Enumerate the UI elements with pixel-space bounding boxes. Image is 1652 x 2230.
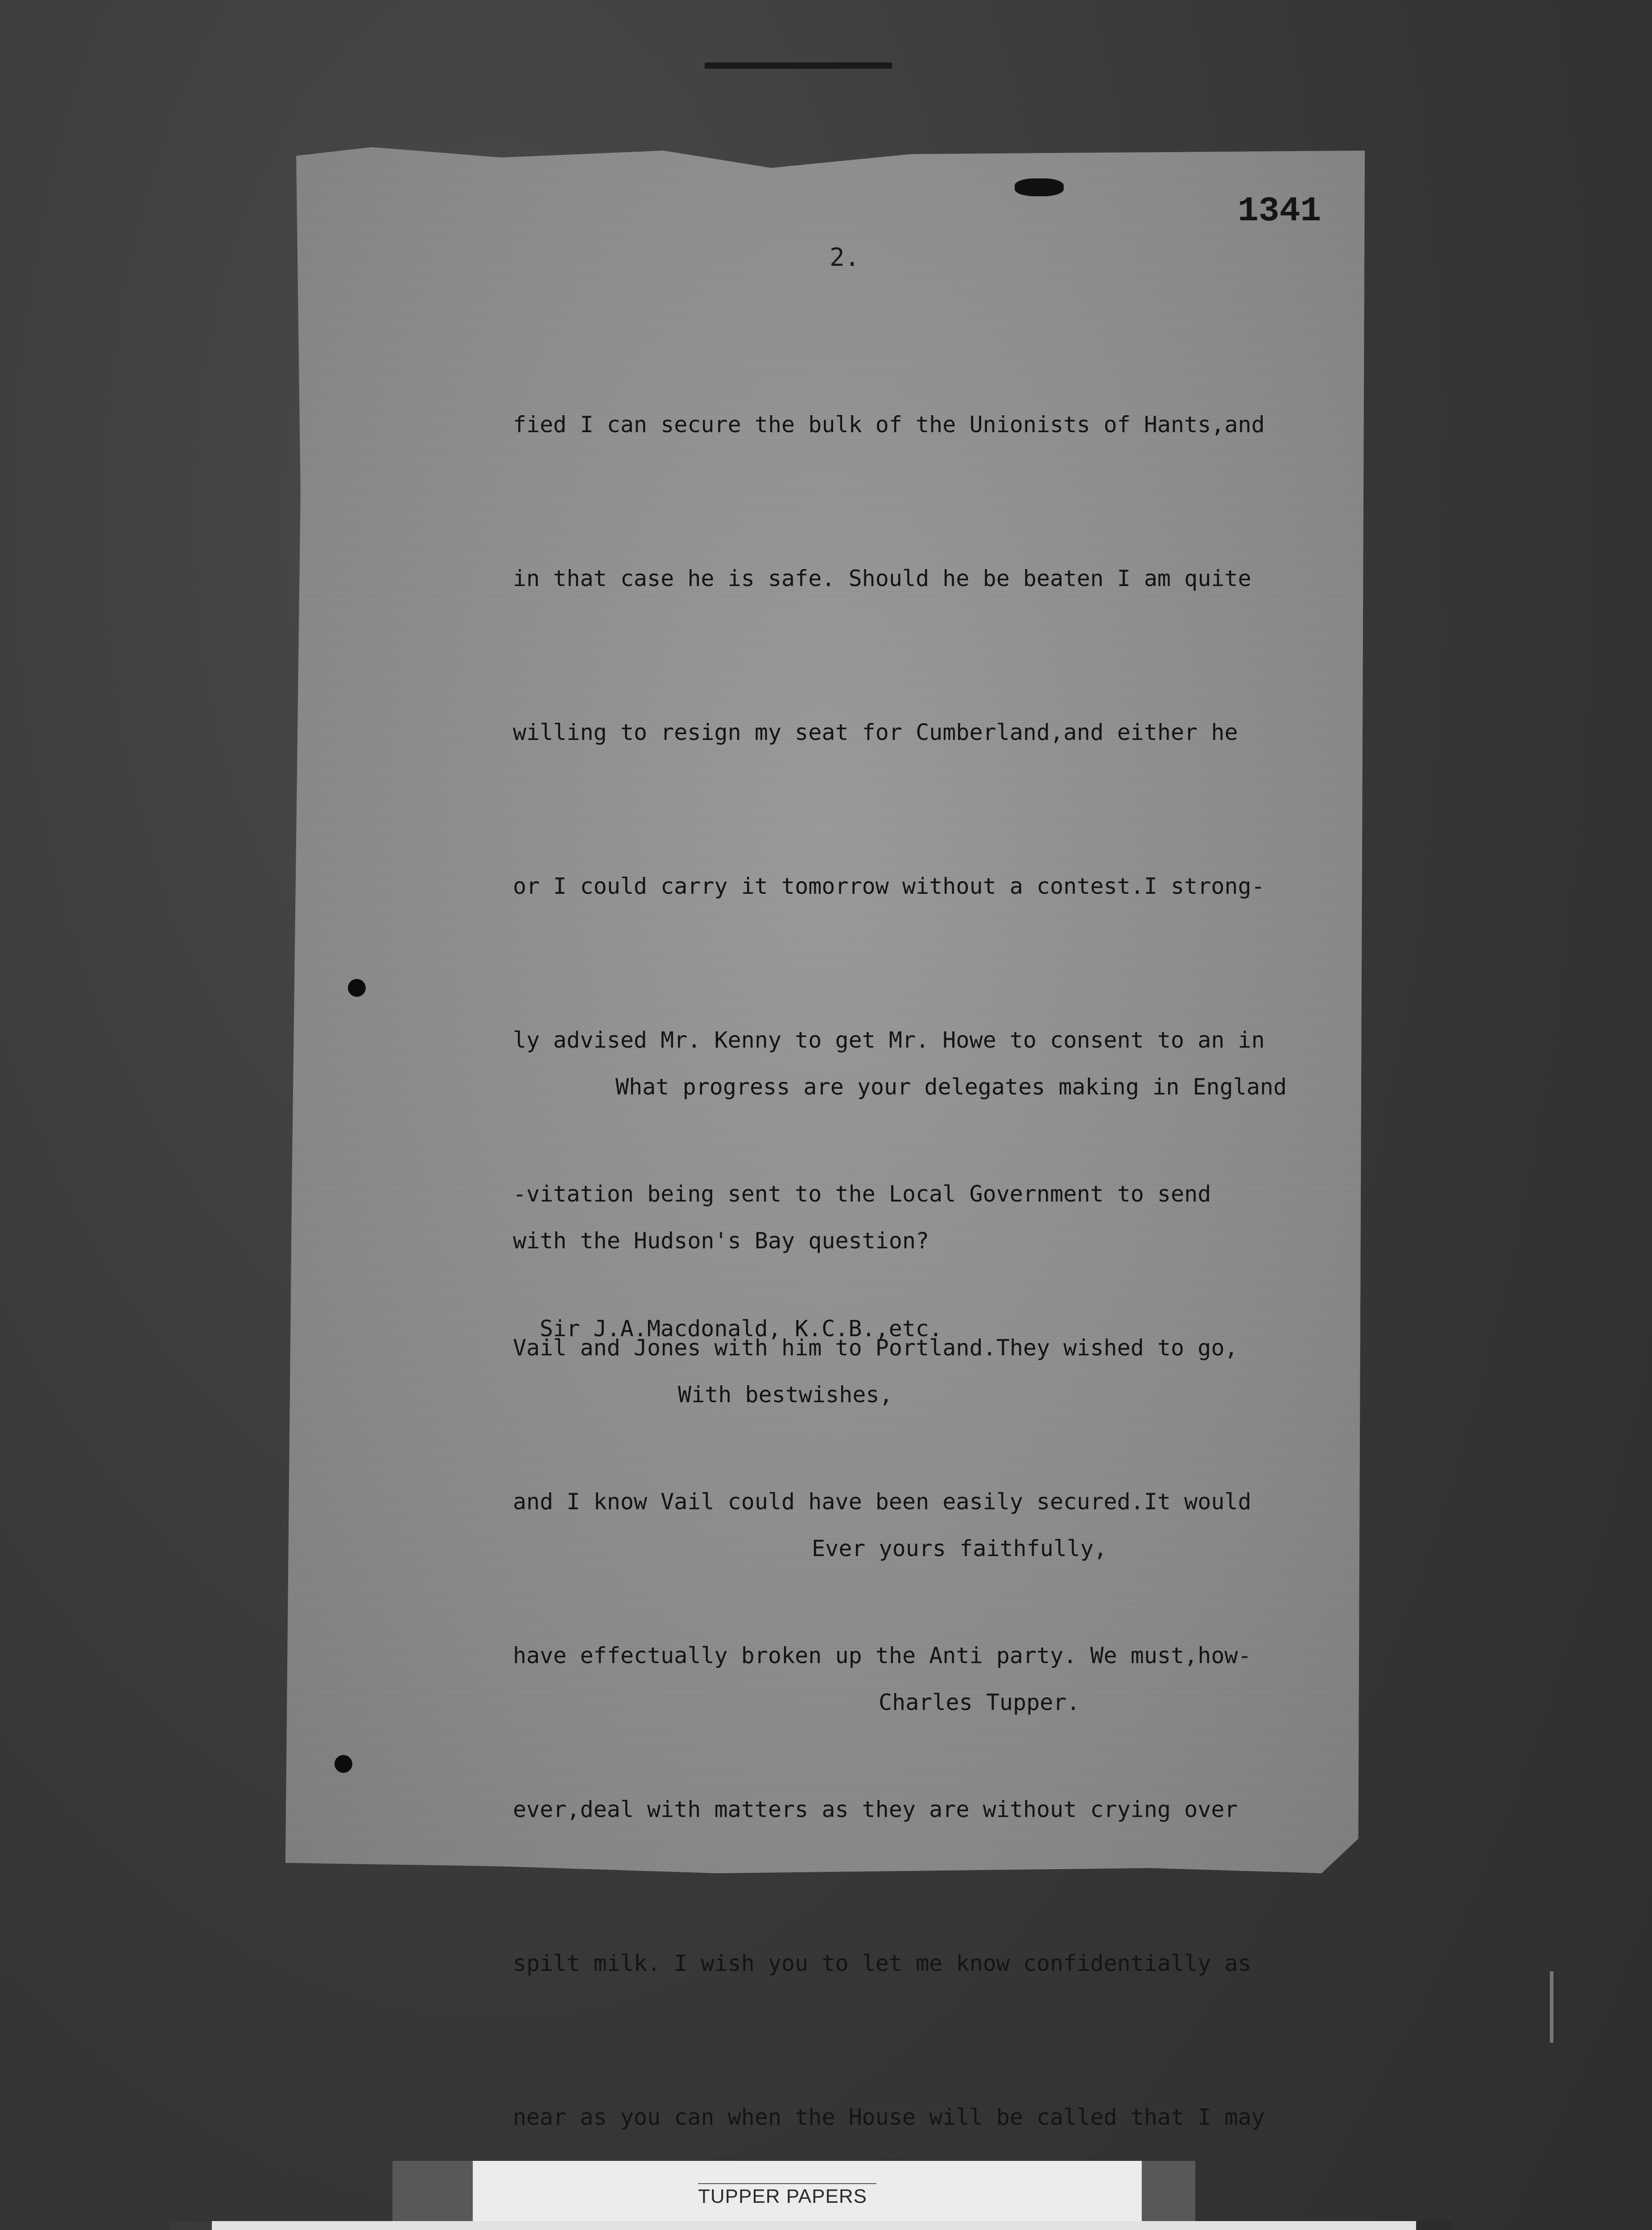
body-line: in that case he is safe. Should he be beaten I am quite <box>513 566 1251 591</box>
body-line: willing to resign my seat for Cumberland,and either he <box>513 719 1238 745</box>
closing-line: with the Hudson's Bay question? <box>513 1228 929 1254</box>
closing-line: What progress are your delegates making in England <box>615 1074 1287 1100</box>
body-line: near as you can when the House will be called that I may <box>513 2104 1265 2130</box>
label-edge <box>169 2221 212 2230</box>
letter-closing <box>513 959 1316 1780</box>
body-line: ly advised Mr. Kenny to get Mr. Howe to consent to an in <box>513 1027 1265 1053</box>
body-line: and I know Vail could have been easily secured.It would <box>513 1489 1251 1515</box>
page-number: 1341 <box>1238 192 1322 231</box>
tab-shadow <box>1142 2161 1195 2223</box>
punch-hole <box>348 979 366 997</box>
body-line: Vail and Jones with him to Portland.They wished to go, <box>513 1335 1238 1361</box>
body-line: -vitation being sent to the Local Government to send <box>513 1181 1211 1207</box>
closing-line: With bestwishes, <box>678 1382 893 1408</box>
body-line: ever,deal with matters as they are without crying over <box>513 1796 1238 1822</box>
signature-line: Charles Tupper. <box>879 1689 1080 1715</box>
ink-blot <box>1015 178 1064 196</box>
closing-line: Ever yours faithfully, <box>812 1536 1107 1561</box>
body-line: have effectually broken up the Anti party. We must,how- <box>513 1643 1251 1668</box>
label-edge <box>1416 2221 1452 2230</box>
body-line: fied I can secure the bulk of the Unionists of Hants,and <box>513 412 1265 438</box>
film-scratch <box>1550 1971 1553 2043</box>
page-index: 2. <box>830 243 860 272</box>
body-line: or I could carry it tomorrow without a contest.I strong- <box>513 873 1265 899</box>
addressee: Sir J.A.Macdonald, K.C.B.,etc. <box>540 1316 943 1342</box>
tab-shadow <box>392 2161 473 2223</box>
body-line: spilt milk. I wish you to let me know confidentially as <box>513 1950 1251 1976</box>
punch-hole <box>335 1755 352 1773</box>
archive-label-card <box>212 2221 1416 2230</box>
tab-rule <box>698 2183 876 2184</box>
collection-label: TUPPER PAPERS <box>698 2185 867 2207</box>
film-edge-mark <box>705 62 892 69</box>
